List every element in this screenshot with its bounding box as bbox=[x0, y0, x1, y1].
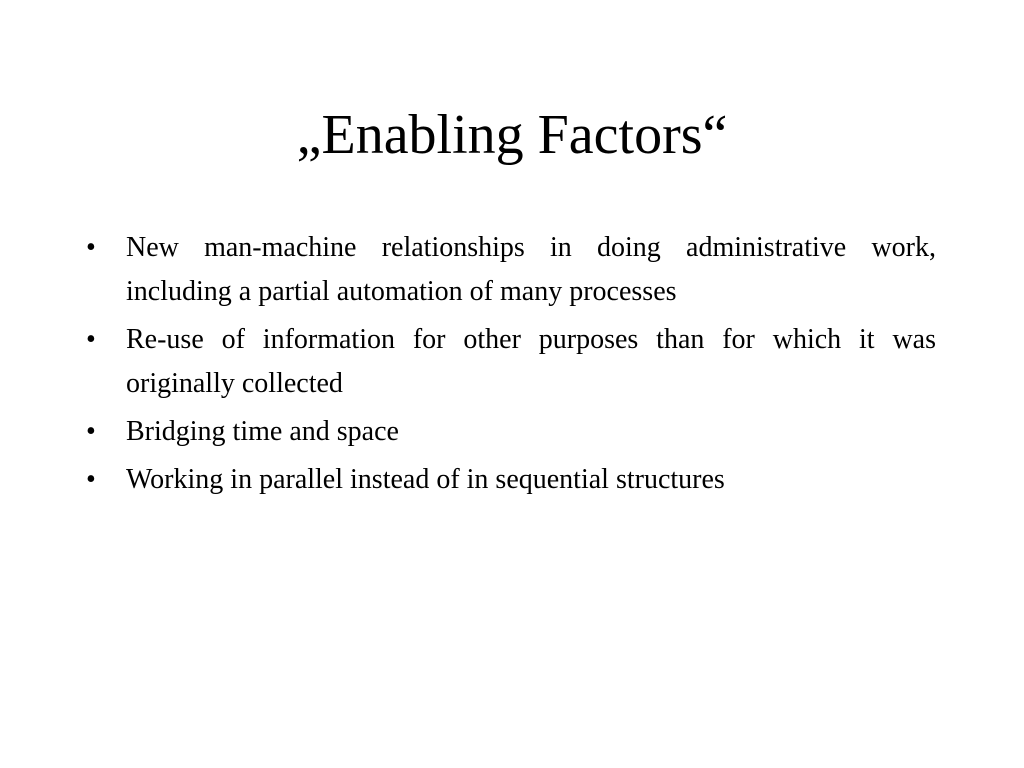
bullet-text: Working in parallel instead of in sequential structures bbox=[126, 464, 725, 495]
bullet-text: Re-use of information for other purposes than for which it was originally collected bbox=[126, 324, 936, 399]
slide-title: „Enabling Factors“ bbox=[296, 104, 728, 166]
bullet-item bbox=[86, 226, 936, 314]
bullet-item bbox=[86, 410, 936, 454]
bullet-item bbox=[86, 318, 936, 406]
bullet-item bbox=[86, 458, 936, 502]
bullet-icon: • bbox=[86, 416, 96, 447]
bullet-icon: • bbox=[86, 232, 96, 263]
bullet-icon: • bbox=[86, 324, 96, 355]
bullet-text: Bridging time and space bbox=[126, 416, 399, 447]
bullet-icon: • bbox=[86, 464, 96, 495]
bullet-text: New man-machine relationships in doing administrative work, including a partial automation of many processes bbox=[126, 232, 936, 307]
bullet-list bbox=[86, 226, 936, 506]
